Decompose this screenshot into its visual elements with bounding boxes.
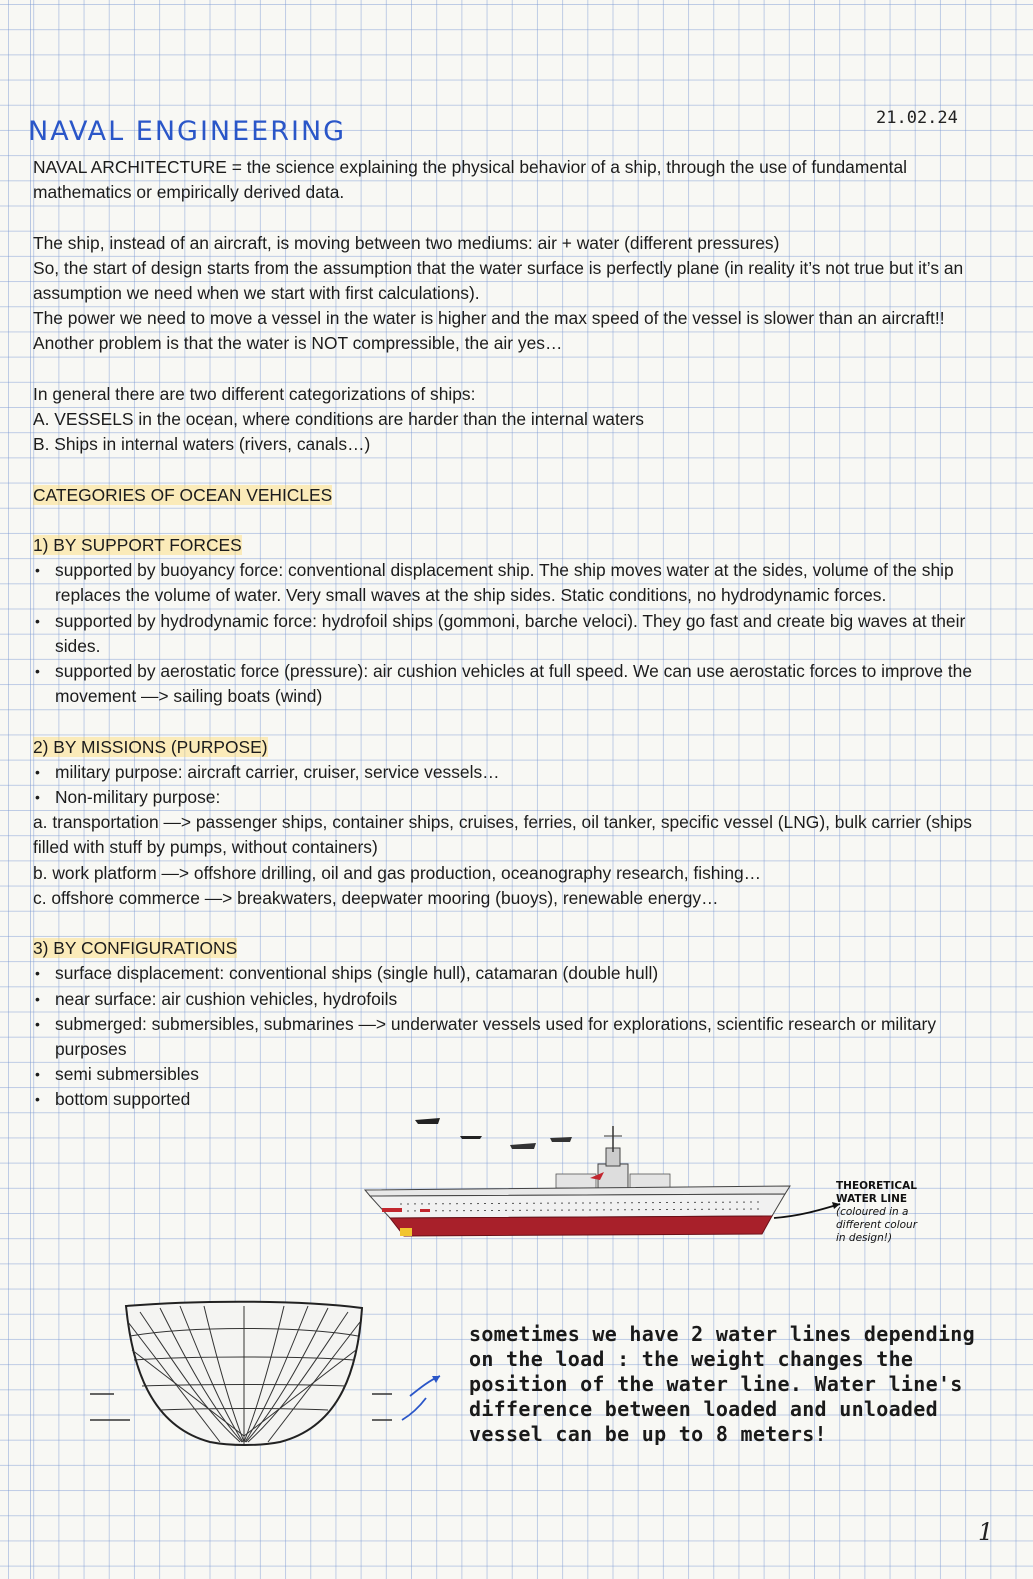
water-line-label-line3: (coloured in a — [836, 1206, 909, 1218]
plane-icon — [510, 1143, 536, 1149]
paragraph-categorizations: In general there are two different categorizations of ships: — [33, 383, 476, 404]
missions-heading-highlight: 2) BY MISSIONS (PURPOSE) — [33, 736, 268, 757]
item-work-platform: b. work platform —> offshore drilling, oil and gas production, oceanography research, fishing… — [33, 862, 762, 883]
bullet-submerged: • submerged: submersibles, submarines —> underwater vessels used for explorations, scientific research or military purposes — [33, 1012, 983, 1062]
hull-section-figure — [80, 1296, 450, 1456]
notes-body — [33, 155, 983, 1113]
paragraph-assumption: So, the start of design starts from the assumption that the water surface is perfectly plane (in reality it’s not true but it’s an assumption we need when we start with first calculations). — [33, 257, 964, 303]
section-missions-heading — [33, 735, 983, 760]
plane-icon — [415, 1118, 440, 1124]
water-line-label — [836, 1180, 976, 1245]
page-number: 1 — [978, 1518, 994, 1546]
bullet-aerostatic: • supported by aerostatic force (pressure): air cushion vehicles at full speed. We can use aerostatic forces to improve the movement —> sailing boats (wind) — [33, 659, 983, 709]
water-line-label-line4: different colour — [836, 1219, 918, 1231]
paragraph-internal-waters: B. Ships in internal waters (rivers, canals…) — [33, 434, 371, 455]
plane-icon — [460, 1136, 482, 1139]
item-transportation: a. transportation —> passenger ships, container ships, cruises, ferries, oil tanker, specific vessel (LNG), bulk carrier (ships filled with stuff by pumps, without containers) — [33, 812, 973, 858]
hull-body-plan-illustration — [80, 1296, 450, 1456]
water-line-label-line2: WATER LINE — [836, 1193, 908, 1205]
water-line-label-line5: in design!) — [836, 1232, 893, 1244]
page-margin-line — [30, 0, 31, 1579]
plane-icon — [550, 1137, 572, 1142]
bullet-bottom-supported: • bottom supported — [33, 1087, 983, 1112]
section-categories-title — [33, 483, 983, 508]
page-date: 21.02.24 — [876, 108, 958, 128]
bullet-semi-submersibles: • semi submersibles — [33, 1062, 983, 1087]
configurations-heading-highlight: 3) BY CONFIGURATIONS — [33, 938, 238, 959]
bullet-buoyancy: • supported by buoyancy force: conventional displacement ship. The ship moves water at the sides, volume of the ship replaces the volume of water. Very small waves at the ship sides. Static conditions, no hydrodynamic forces. — [33, 558, 983, 608]
section-configurations-heading — [33, 936, 983, 961]
bullet-non-military: • Non-military purpose: — [33, 785, 983, 810]
categories-title-highlight: CATEGORIES OF OCEAN VEHICLES — [33, 484, 333, 505]
bullet-military: • military purpose: aircraft carrier, cruiser, service vessels… — [33, 760, 983, 785]
paragraph-compressible: Another problem is that the water is NOT compressible, the air yes… — [33, 333, 563, 354]
page-title: NAVAL ENGINEERING — [28, 116, 347, 148]
bullet-hydrodynamic: • supported by hydrodynamic force: hydrofoil ships (gommoni, barche veloci). They go fast and create big waves at their sides. — [33, 609, 983, 659]
item-offshore-commerce: c. offshore commerce —> breakwaters, deepwater mooring (buoys), renewable energy… — [33, 887, 719, 908]
handwritten-note: sometimes we have 2 water lines depending on the load : the weight changes the position of the water line. Water line's difference between loaded and unloaded vessel can be up to 8 meters! — [469, 1322, 975, 1446]
section-support-heading — [33, 533, 983, 558]
paragraph-definition: NAVAL ARCHITECTURE = the science explaining the physical behavior of a ship, through the use of fundamental mathematics or empirically derived data. — [33, 157, 908, 203]
paragraph-power: The power we need to move a vessel in the water is higher and the max speed of the vessel is slower than an aircraft!! — [33, 308, 945, 329]
paragraph-vessels-ocean: A. VESSELS in the ocean, where conditions are harder than the internal waters — [33, 409, 644, 429]
support-heading-highlight: 1) BY SUPPORT FORCES — [33, 534, 242, 555]
water-line-label-line1: THEORETICAL — [836, 1180, 917, 1192]
bullet-surface-displacement: • surface displacement: conventional ships (single hull), catamaran (double hull) — [33, 961, 983, 986]
paragraph-mediums: The ship, instead of an aircraft, is moving between two mediums: air + water (different pressures) — [33, 232, 780, 253]
bullet-near-surface: • near surface: air cushion vehicles, hydrofoils — [33, 987, 983, 1012]
